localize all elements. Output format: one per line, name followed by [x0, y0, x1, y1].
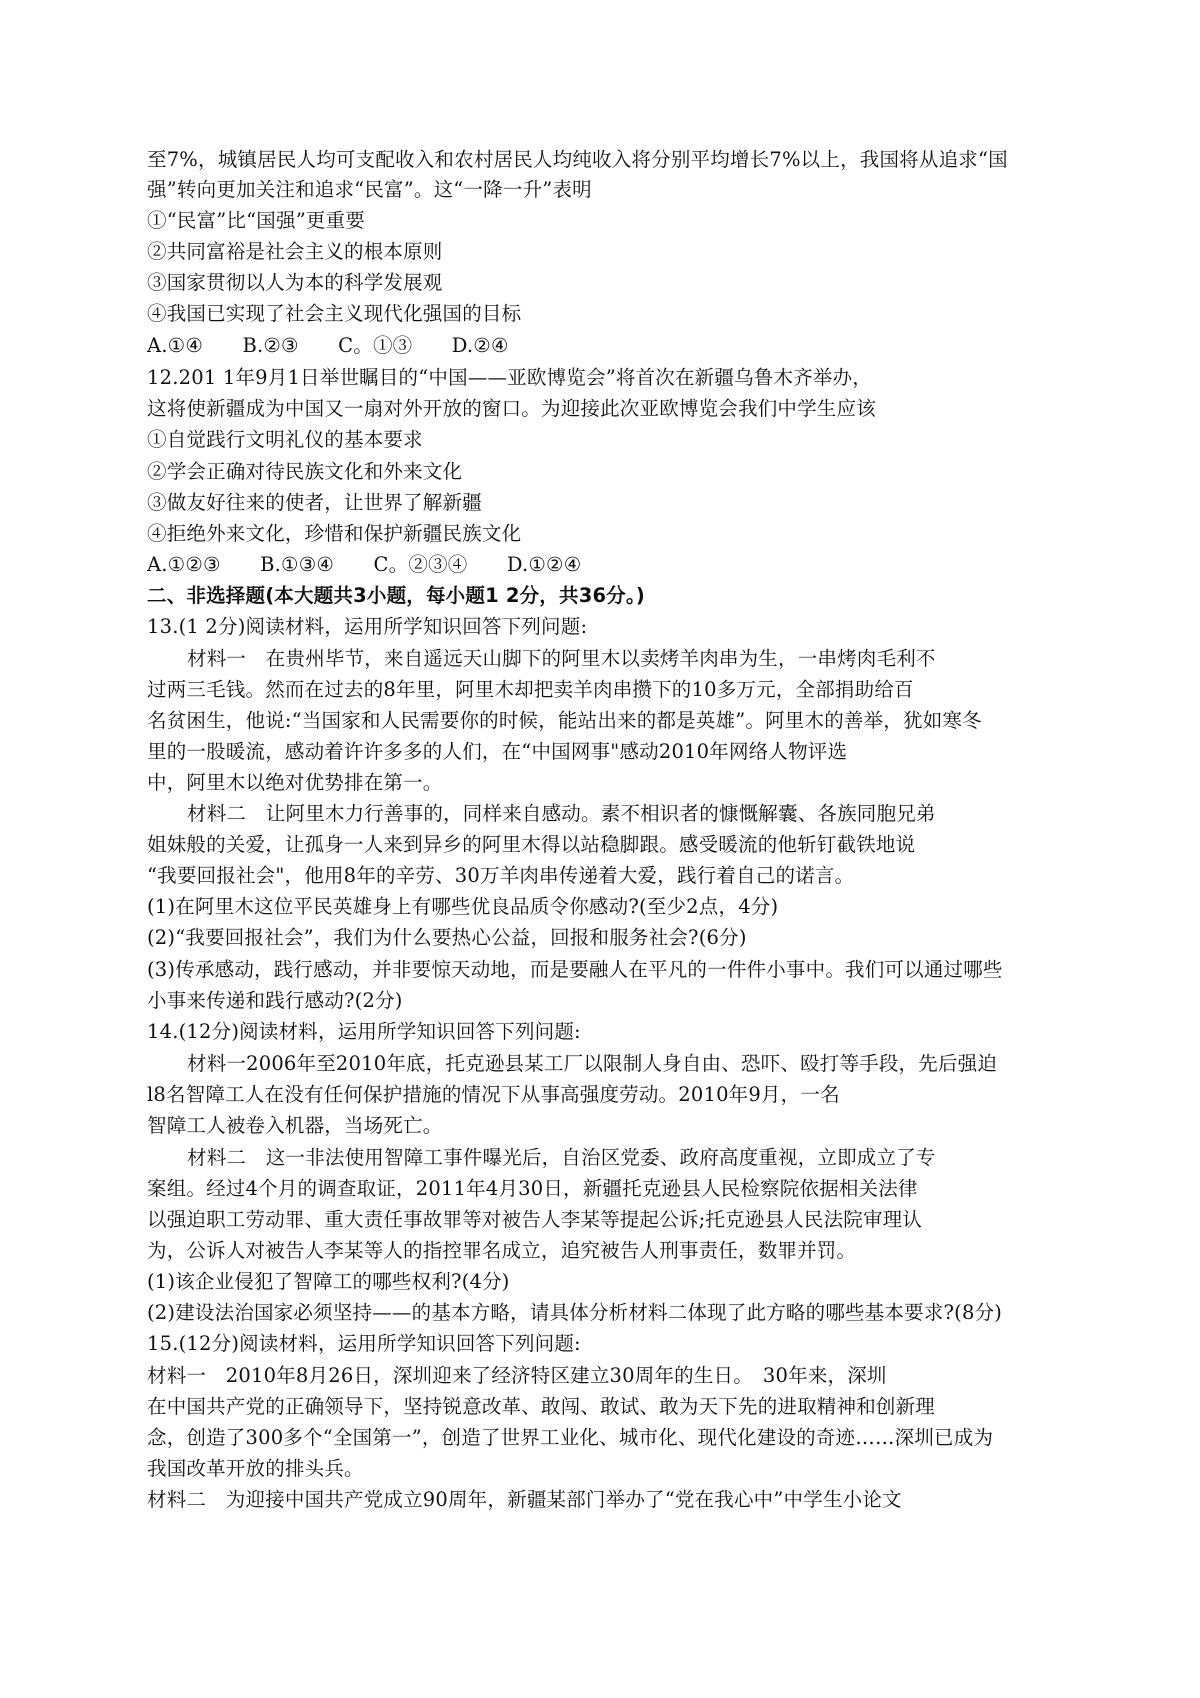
material-paragraph: 材料一 在贵州毕节，来自遥远天山脚下的阿里木以卖烤羊肉串为生，一串烤肉毛利不: [187, 647, 936, 670]
question-14-stem: 14.(12分)阅读材料，运用所学知识回答下列问题:: [147, 1020, 581, 1043]
text-line: 念，创造了300多个“全国第一”，创造了世界工业化、城市化、现代化建设的奇迹……深圳已成为: [147, 1426, 994, 1449]
option-line: ④拒绝外来文化，珍惜和保护新疆民族文化: [147, 522, 522, 545]
option-line: ③国家贯彻以人为本的科学发展观: [147, 271, 443, 294]
sub-question: (1)在阿里木这位平民英雄身上有哪些优良品质令你感动?(至少2点，4分): [147, 895, 779, 918]
material-paragraph: 材料一 2010年8月26日，深圳迎来了经济特区建立30周年的生日。 30年来，深圳: [147, 1364, 887, 1387]
sub-question: (1)该企业侵犯了智障工的哪些权利?(4分): [147, 1270, 510, 1293]
section-heading: 二、非选择题(本大题共3小题，每小题1 2分，共36分。): [147, 584, 646, 607]
sub-question: (2)建设法治国家必须坚持——的基本方略，请具体分析材料二体现了此方略的哪些基本要求?(8分): [147, 1301, 1003, 1324]
text-line: 在中国共产党的正确领导下，坚持锐意改革、敢闯、敢试、敢为天下先的进取精神和创新理: [147, 1395, 936, 1418]
sub-question: (3)传承感动，践行感动，并非要惊天动地，而是要融人在平凡的一件件小事中。我们可以通过哪些: [147, 958, 1003, 981]
option-line: ③做友好往来的使者，让世界了解新疆: [147, 491, 482, 514]
material-paragraph: 材料二 为迎接中国共产党成立90周年，新疆某部门举办了“党在我心中”中学生小论文: [147, 1488, 902, 1511]
answer-choices: A.①②③ B.①③④ C。②③④ D.①②④: [147, 553, 582, 576]
material-paragraph: 材料二 这一非法使用智障工事件曝光后，自治区党委、政府高度重视，立即成立了专: [187, 1146, 936, 1169]
text-line: 小事来传递和践行感动?(2分): [147, 989, 403, 1012]
text-line: 过两三毛钱。然而在过去的8年里，阿里木却把卖羊肉串攒下的10多万元，全部捐助给百: [147, 678, 914, 701]
question-13-stem: 13.(1 2分)阅读材料，运用所学知识回答下列问题:: [147, 615, 588, 638]
question-15-stem: 15.(12分)阅读材料，运用所学知识回答下列问题:: [147, 1332, 581, 1355]
option-line: ④我国已实现了社会主义现代化强国的目标: [147, 302, 522, 325]
answer-choices: A.①④ B.②③ C。①③ D.②④: [147, 334, 509, 357]
text-line: 以强迫职工劳动罪、重大责任事故罪等对被告人李某等提起公诉;托克逊县人民法院审理认: [147, 1208, 923, 1231]
sub-question: (2)“我要回报社会”，我们为什么要热心公益，回报和服务社会?(6分): [147, 926, 747, 949]
option-line: ②共同富裕是社会主义的根本原则: [147, 240, 443, 263]
text-line: 至7%，城镇居民人均可支配收入和农村居民人均纯收入将分别平均增长7%以上，我国将从追求“国: [147, 148, 1008, 171]
option-line: ①自觉践行文明礼仪的基本要求: [147, 428, 423, 451]
text-line: “我要回报社会"，他用8年的辛劳、30万羊肉串传递着大爱，践行着自己的诺言。: [147, 864, 855, 887]
text-line: 中，阿里木以绝对优势排在第一。: [147, 771, 443, 794]
material-paragraph: 材料二 让阿里木力行善事的，同样来自感动。素不相识者的慷慨解囊、各族同胞兄弟: [187, 802, 936, 825]
text-line: 案组。经过4个月的调查取证，2011年4月30日，新疆托克逊县人民检察院依据相关法律: [147, 1177, 918, 1200]
text-line: 为，公诉人对被告人李某等人的指控罪名成立，追究被告人刑事责任，数罪并罚。: [147, 1239, 857, 1262]
text-line: 名贫困生，他说:“当国家和人民需要你的时候，能站出来的都是英雄”。阿里木的善举，犹如寒冬: [147, 709, 982, 732]
material-paragraph: 材料一2006年至2010年底，托克逊县某工厂以限制人身自由、恐吓、殴打等手段，先后强迫: [187, 1052, 998, 1075]
text-line: 智障工人被卷入机器，当场死亡。: [147, 1114, 443, 1137]
question-12-stem: 12.201 1年9月1日举世瞩目的“中国——亚欧博览会”将首次在新疆乌鲁木齐举办，: [147, 366, 872, 389]
text-line: 我国改革开放的排头兵。: [147, 1457, 364, 1480]
text-line: 里的一股暖流，感动着许许多多的人们，在“中国网事"感动2010年网络人物评选: [147, 740, 848, 763]
text-line: l8名智障工人在没有任何保护措施的情况下从事高强度劳动。2010年9月，一名: [147, 1083, 840, 1106]
text-line: 强”转向更加关注和追求“民富”。这“一降一升”表明: [147, 178, 592, 201]
option-line: ①“民富”比“国强”更重要: [147, 209, 365, 232]
text-line: 姐妹般的关爱，让孤身一人来到异乡的阿里木得以站稳脚跟。感受暖流的他斩钉截铁地说: [147, 833, 916, 856]
option-line: ②学会正确对待民族文化和外来文化: [147, 460, 463, 483]
text-line: 这将使新疆成为中国又一扇对外开放的窗口。为迎接此次亚欧博览会我们中学生应该: [147, 397, 876, 420]
